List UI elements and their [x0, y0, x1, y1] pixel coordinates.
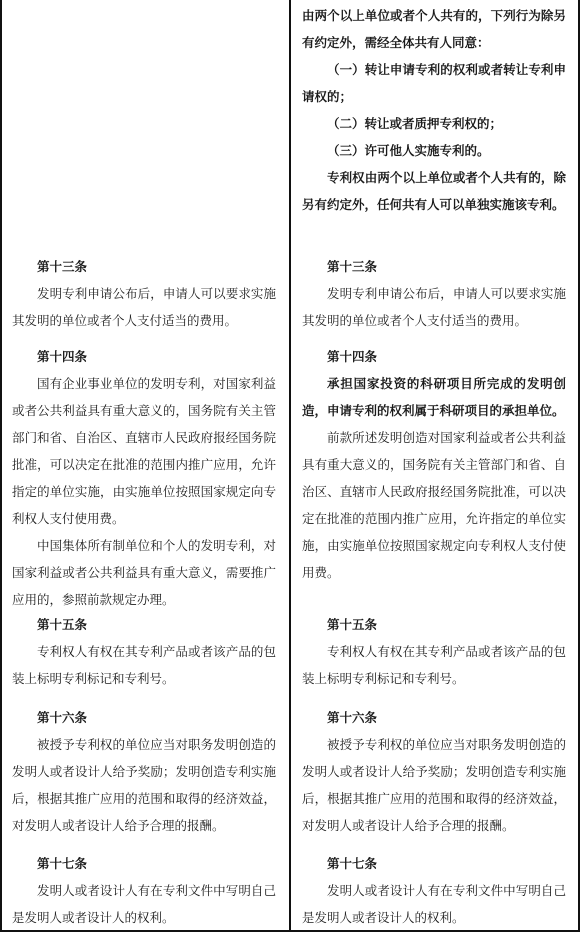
- list-item: （二）转让或者质押专利权的；: [327, 116, 503, 131]
- article-title: 第十六条: [37, 710, 88, 725]
- left-article-13: [12, 253, 276, 334]
- left-article-15: [12, 611, 276, 692]
- right-article-15: [302, 611, 566, 692]
- article-text: 发明专利申请公布后，申请人可以要求实施其发明的单位或者个人支付适当的费用。: [302, 286, 566, 328]
- article-text: 发明专利申请公布后，申请人可以要求实施其发明的单位或者个人支付适当的费用。: [12, 286, 276, 328]
- left-article-14: [12, 343, 276, 613]
- column-divider: [289, 0, 291, 932]
- article-title: 第十六条: [327, 710, 378, 725]
- article-text: 被授予专利权的单位应当对职务发明创造的发明人或者设计人给予奖励；发明创造专利实施后，根据其推广应用的范围和取得的经济效益，对发明人或者设计人给予合理的报酬。: [12, 737, 276, 833]
- right-continuation: [302, 2, 566, 218]
- right-column: [294, 0, 574, 932]
- article-text: 中国集体所有制单位和个人的发明专利，对国家利益或者公共利益具有重大意义，需要推广应用的，参照前款规定办理。: [12, 538, 276, 607]
- article-title: 第十七条: [327, 856, 378, 871]
- right-article-17: [302, 850, 566, 931]
- article-title: 第十四条: [327, 349, 378, 364]
- article-title: 第十三条: [37, 259, 88, 274]
- article-title: 第十五条: [327, 617, 378, 632]
- right-article-13: [302, 253, 566, 334]
- right-article-16: [302, 704, 566, 839]
- article-text: 被授予专利权的单位应当对职务发明创造的发明人或者设计人给予奖励；发明创造专利实施后，根据其推广应用的范围和取得的经济效益，对发明人或者设计人给予合理的报酬。: [302, 737, 566, 833]
- article-text: 专利权人有权在其专利产品或者该产品的包装上标明专利标记和专利号。: [12, 644, 276, 686]
- left-column: [4, 0, 284, 932]
- article-text: 专利权由两个以上单位或者个人共有的，除另有约定外，任何共有人可以单独实施该专利。: [302, 170, 566, 212]
- article-text: 发明人或者设计人有在专利文件中写明自己是发明人或者设计人的权利。: [302, 883, 566, 925]
- article-text: 专利权人有权在其专利产品或者该产品的包装上标明专利标记和专利号。: [302, 644, 566, 686]
- article-title: 第十三条: [327, 259, 378, 274]
- list-item: （一）转让申请专利的权利或者转让专利申请权的；: [302, 62, 566, 104]
- article-title: 第十五条: [37, 617, 88, 632]
- article-title: 第十四条: [37, 349, 88, 364]
- article-text: 前款所述发明创造对国家利益或者公共利益具有重大意义的，国务院有关主管部门和省、自治区、直辖市人民政府报经国务院批准，可以决定在批准的范围内推广应用，允许指定的单位实施，由实施单位按照国家规定向专利权人支付使用费。: [302, 430, 566, 580]
- article-text: 国有企业事业单位的发明专利，对国家利益或者公共利益具有重大意义的，国务院有关主管部门和省、自治区、直辖市人民政府报经国务院批准，可以决定在批准的范围内推广应用，允许指定的单位实施，由实施单位按照国家规定向专利权人支付使用费。: [12, 376, 276, 526]
- article-text: 发明人或者设计人有在专利文件中写明自己是发明人或者设计人的权利。: [12, 883, 276, 925]
- right-article-14: [302, 343, 566, 586]
- article-text: 承担国家投资的科研项目所完成的发明创造，申请专利的权利属于科研项目的承担单位。: [302, 376, 566, 418]
- left-article-17: [12, 850, 276, 931]
- article-text: 由两个以上单位或者个人共有的，下列行为除另有约定外，需经全体共有人同意：: [302, 8, 566, 50]
- article-title: 第十七条: [37, 856, 88, 871]
- left-article-16: [12, 704, 276, 839]
- list-item: （三）许可他人实施专利的。: [327, 143, 490, 158]
